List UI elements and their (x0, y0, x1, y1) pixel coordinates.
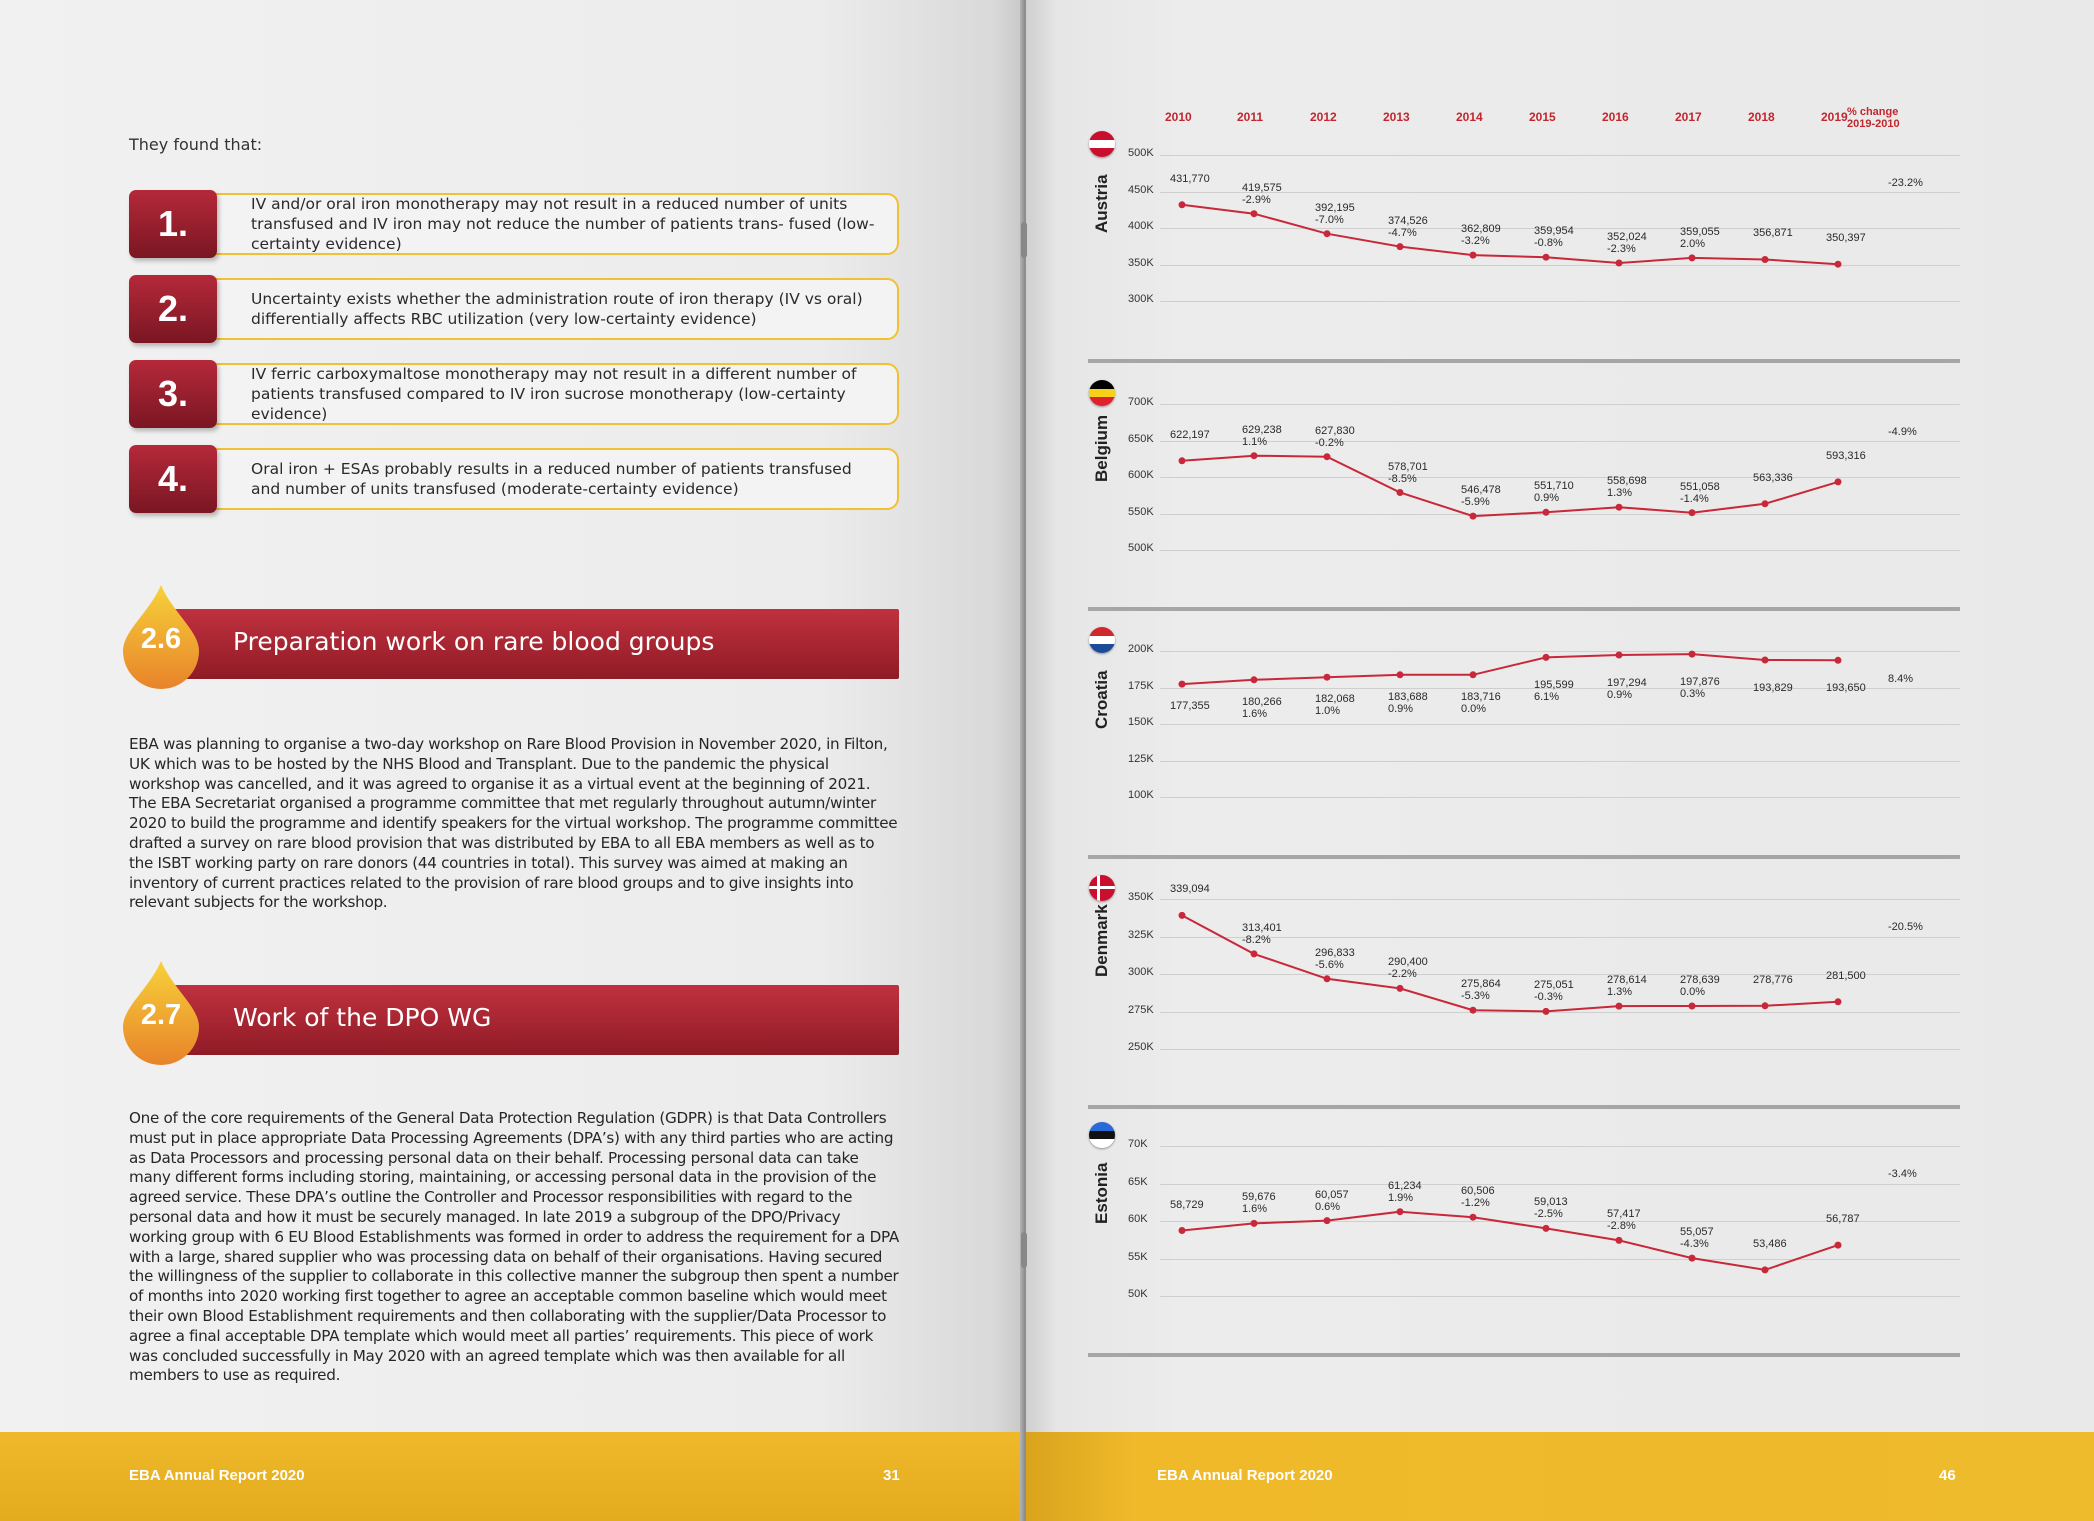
value-label (1388, 691, 1428, 715)
value-label (1242, 922, 1282, 946)
year-header: 2017 (1675, 110, 1702, 124)
y-tick-label: 325K (1128, 929, 1154, 941)
change-number: 0.0% (1680, 986, 1706, 998)
value-number: 275,864 (1461, 978, 1501, 990)
value-number: 578,701 (1388, 461, 1428, 473)
pct-change-header-line: % change (1847, 106, 1899, 118)
value-label (1242, 1191, 1276, 1215)
change-number: -0.3% (1534, 991, 1563, 1003)
value-label (1753, 1238, 1787, 1250)
value-number: 197,294 (1607, 677, 1647, 689)
change-number: -4.7% (1388, 227, 1417, 239)
value-label (1388, 1180, 1422, 1204)
value-label (1753, 682, 1793, 694)
croatia-flag-icon (1089, 627, 1115, 653)
change-number: -8.5% (1388, 473, 1417, 485)
change-number: -1.4% (1680, 493, 1709, 505)
value-number: 593,316 (1826, 450, 1866, 462)
value-label (1461, 484, 1501, 508)
change-number: -7.0% (1315, 214, 1344, 226)
value-number: 275,051 (1534, 979, 1574, 991)
y-tick-label: 50K (1128, 1288, 1148, 1300)
value-number: 278,639 (1680, 974, 1720, 986)
y-tick-label: 55K (1128, 1251, 1148, 1263)
value-label (1170, 1199, 1204, 1211)
value-label (1753, 472, 1793, 484)
y-tick-label: 450K (1128, 184, 1154, 196)
y-tick-label: 650K (1128, 433, 1154, 445)
panel-separator (1088, 359, 1960, 363)
gridline (1160, 761, 1960, 762)
value-label (1680, 226, 1720, 250)
change-number: -5.6% (1315, 959, 1344, 971)
value-number: 278,614 (1607, 974, 1647, 986)
change-number: -3.2% (1461, 235, 1490, 247)
staple (1021, 222, 1027, 258)
year-header: 2016 (1602, 110, 1629, 124)
panel-separator (1088, 855, 1960, 859)
country-label: Denmark (1092, 904, 1111, 977)
value-number: 629,238 (1242, 424, 1282, 436)
change-number: -2.9% (1242, 194, 1271, 206)
value-label (1534, 225, 1574, 249)
finding-number: 2. (129, 275, 217, 343)
gridline (1160, 155, 1960, 156)
y-tick-label: 275K (1128, 1004, 1154, 1016)
section-number: 2.7 (140, 999, 182, 1031)
change-number: -0.8% (1534, 237, 1563, 249)
value-label (1388, 461, 1428, 485)
change-number: 0.3% (1680, 688, 1706, 700)
pct-change-value: -20.5% (1888, 921, 1923, 933)
value-number: 61,234 (1388, 1180, 1422, 1192)
value-label (1753, 974, 1793, 986)
value-label (1170, 429, 1210, 441)
y-tick-label: 175K (1128, 680, 1154, 692)
footer-title: EBA Annual Report 2020 (129, 1467, 305, 1484)
value-label (1242, 182, 1282, 206)
value-number: 195,599 (1534, 679, 1574, 691)
panel-separator (1088, 607, 1960, 611)
gridline (1160, 1259, 1960, 1260)
change-number: -2.3% (1607, 243, 1636, 255)
year-header: 2010 (1165, 110, 1192, 124)
value-label (1680, 676, 1720, 700)
pct-change-header (1847, 106, 1900, 130)
value-number: 563,336 (1753, 472, 1793, 484)
y-tick-label: 100K (1128, 789, 1154, 801)
country-label: Austria (1092, 174, 1111, 233)
value-number: 431,770 (1170, 173, 1210, 185)
change-number: -5.9% (1461, 496, 1490, 508)
country-label: Belgium (1092, 414, 1111, 482)
finding-item (129, 190, 899, 258)
value-number: 551,710 (1534, 480, 1574, 492)
footer-title: EBA Annual Report 2020 (1157, 1467, 1333, 1484)
finding-number: 4. (129, 445, 217, 513)
gridline (1160, 1146, 1960, 1147)
value-number: 362,809 (1461, 223, 1501, 235)
value-label (1826, 970, 1866, 982)
section-heading-bar (170, 609, 899, 679)
section-body: EBA was planning to organise a two-day workshop on Rare Blood Provision in November 2020, in Filton, UK which was to be hosted by the NHS Blood and Transplant. Due to the pandemic the physical workshop was cancelled, and it was agreed to organise it as a virtual event at the beginning of 2021. The EBA Secretariat organised a programme committee that met regularly throughout autumn/winter 2020 to build the programme and identify speakers for the virtual workshop. The programme committee drafted a survey on rare blood provision that was distributed by EBA to all EBA members as well as to the ISBT working party on rare donors (44 countries in total). This survey was aimed at making an inventory of current practices related to the provision of rare blood groups and to give insights into relevant subjects for the workshop. (129, 735, 898, 912)
value-number: 180,266 (1242, 696, 1282, 708)
value-number: 59,676 (1242, 1191, 1276, 1203)
value-number: 58,729 (1170, 1199, 1204, 1211)
value-number: 290,400 (1388, 956, 1428, 968)
value-label (1461, 691, 1501, 715)
value-number: 392,195 (1315, 202, 1355, 214)
year-header: 2013 (1383, 110, 1410, 124)
finding-text: IV and/or oral iron monotherapy may not result in a reduced number of units transfused and IV iron may not reduce the number of patients trans- fused (low-certainty evidence) (251, 195, 875, 253)
value-number: 419,575 (1242, 182, 1282, 194)
change-number: 0.0% (1461, 703, 1487, 715)
value-number: 359,055 (1680, 226, 1720, 238)
austria-flag-icon (1089, 131, 1115, 157)
value-label (1170, 700, 1210, 712)
year-header: 2012 (1310, 110, 1337, 124)
value-label (1680, 974, 1720, 998)
change-number: 1.3% (1607, 986, 1633, 998)
value-number: 281,500 (1826, 970, 1866, 982)
estonia-flag-icon (1089, 1122, 1115, 1148)
value-label (1826, 1213, 1860, 1225)
value-label (1680, 481, 1720, 505)
panel-separator (1088, 1353, 1960, 1357)
value-number: 278,776 (1753, 974, 1793, 986)
change-number: 1.3% (1607, 487, 1633, 499)
value-number: 627,830 (1315, 425, 1355, 437)
gridline (1160, 1184, 1960, 1185)
change-number: 0.9% (1534, 492, 1560, 504)
gridline (1160, 1296, 1960, 1297)
y-tick-label: 550K (1128, 506, 1154, 518)
value-number: 622,197 (1170, 429, 1210, 441)
value-label (1826, 232, 1866, 244)
value-label (1388, 956, 1428, 980)
value-label (1315, 425, 1355, 449)
value-number: 183,716 (1461, 691, 1501, 703)
drop-badge-icon (121, 959, 201, 1065)
value-number: 339,094 (1170, 883, 1210, 895)
y-tick-label: 70K (1128, 1138, 1148, 1150)
section-heading-bar (170, 985, 899, 1055)
y-tick-label: 350K (1128, 891, 1154, 903)
value-label (1461, 1185, 1495, 1209)
value-number: 296,833 (1315, 947, 1355, 959)
value-label (1461, 223, 1501, 247)
y-tick-label: 150K (1128, 716, 1154, 728)
y-tick-label: 600K (1128, 469, 1154, 481)
finding-text: Oral iron + ESAs probably results in a reduced number of patients transfused and number of units transfused (moderate-certainty evidence) (251, 460, 852, 498)
value-label (1461, 978, 1501, 1002)
y-tick-label: 250K (1128, 1041, 1154, 1053)
pct-change-value: -4.9% (1888, 426, 1917, 438)
y-tick-label: 300K (1128, 293, 1154, 305)
change-number: 1.6% (1242, 708, 1268, 720)
value-number: 183,688 (1388, 691, 1428, 703)
y-tick-label: 300K (1128, 966, 1154, 978)
section-title: Work of the DPO WG (233, 1003, 492, 1032)
finding-text: Uncertainty exists whether the administration route of iron therapy (IV vs oral) differentially affects RBC utilization (very low-certainty evidence) (251, 290, 863, 328)
left-page (0, 0, 1024, 1521)
value-label (1753, 227, 1793, 239)
finding-number: 1. (129, 190, 217, 258)
pct-change-value: 8.4% (1888, 673, 1914, 685)
value-label (1315, 202, 1355, 226)
change-number: 1.9% (1388, 1192, 1414, 1204)
pct-change-value: -3.4% (1888, 1168, 1917, 1180)
value-label (1680, 1226, 1714, 1250)
finding-item (129, 360, 899, 428)
value-label (1315, 693, 1355, 717)
change-number: 1.6% (1242, 1203, 1268, 1215)
change-number: -8.2% (1242, 934, 1271, 946)
change-number: 6.1% (1534, 691, 1560, 703)
year-header: 2011 (1237, 110, 1264, 124)
section-title: Preparation work on rare blood groups (233, 627, 715, 656)
value-number: 55,057 (1680, 1226, 1714, 1238)
finding-item (129, 445, 899, 513)
change-number: 0.6% (1315, 1201, 1341, 1213)
value-label (1607, 1208, 1641, 1232)
value-number: 197,876 (1680, 676, 1720, 688)
change-number: 0.9% (1388, 703, 1414, 715)
pct-change-header-line: 2019-2010 (1847, 118, 1900, 130)
year-header: 2019 (1821, 110, 1848, 124)
staple (1021, 1232, 1027, 1268)
value-number: 57,417 (1607, 1208, 1641, 1220)
change-number: -2.8% (1607, 1220, 1636, 1232)
value-label (1242, 424, 1282, 448)
section-body: One of the core requirements of the General Data Protection Regulation (GDPR) is that Data Controllers must put in place appropriate Data Processing Agreements (DPA’s) with any third parties who are acting as Data Processors and processing personal data on their behalf. Processing personal data can take many different forms including storing, maintaining, or accessing personal data in the provision of the agreed service. These DPA’s outline the Controller and Processor responsibilities with regard to the personal data and how it must be securely managed. In late 2019 a subgroup of the DPO/Privacy working group with 6 EU Blood Establishments was formed in order to address the requirement for a DPA with a large, shared supplier who was processing data on behalf of their organisations. Having secured the willingness of the supplier to collaborate in this collective manner the subgroup then spent a number of months into 2020 working first together to agree an acceptable common baseline which would meet their own Blood Establishment requirements and then collaborating with the supplier/Data Processor to agree a final acceptable DPA template which would meet all parties’ requirements. This piece of work was concluded successfully in May 2020 with an agreed template which was then available for all members to use as required. (129, 1109, 899, 1385)
footer-band (1026, 1432, 2094, 1521)
change-number: 1.1% (1242, 436, 1268, 448)
value-label (1315, 947, 1355, 971)
value-label (1607, 475, 1647, 499)
gridline (1160, 550, 1960, 551)
value-label (1534, 1196, 1568, 1220)
value-label (1242, 696, 1282, 720)
change-number: -5.3% (1461, 990, 1490, 1002)
value-label (1315, 1189, 1349, 1213)
year-header: 2018 (1748, 110, 1775, 124)
gridline (1160, 724, 1960, 725)
gridline (1160, 301, 1960, 302)
value-number: 313,401 (1242, 922, 1282, 934)
value-label (1534, 679, 1574, 703)
page-number: 31 (883, 1467, 900, 1484)
footer-band (0, 1432, 1024, 1521)
gridline (1160, 797, 1960, 798)
gridline (1160, 477, 1960, 478)
country-label: Croatia (1092, 670, 1111, 729)
drop-badge-icon (121, 583, 201, 689)
value-label (1826, 682, 1866, 694)
finding-number: 3. (129, 360, 217, 428)
denmark-flag-icon (1089, 875, 1115, 901)
gridline (1160, 1012, 1960, 1013)
value-number: 350,397 (1826, 232, 1866, 244)
value-number: 59,013 (1534, 1196, 1568, 1208)
belgium-flag-icon (1089, 380, 1115, 406)
gridline (1160, 1049, 1960, 1050)
change-number: -4.3% (1680, 1238, 1709, 1250)
value-number: 551,058 (1680, 481, 1720, 493)
change-number: 0.9% (1607, 689, 1633, 701)
value-number: 558,698 (1607, 475, 1647, 487)
change-number: 1.0% (1315, 705, 1341, 717)
y-tick-label: 350K (1128, 257, 1154, 269)
value-label (1534, 480, 1574, 504)
value-number: 182,068 (1315, 693, 1355, 705)
change-number: -2.5% (1534, 1208, 1563, 1220)
change-number: -1.2% (1461, 1197, 1490, 1209)
y-tick-label: 125K (1128, 753, 1154, 765)
value-label (1170, 883, 1210, 895)
value-number: 352,024 (1607, 231, 1647, 243)
y-tick-label: 500K (1128, 542, 1154, 554)
value-label (1607, 677, 1647, 701)
finding-text: IV ferric carboxymaltose monotherapy may not result in a different number of patients transfused compared to IV iron sucrose monotherapy (low-certainty evidence) (251, 365, 857, 423)
value-number: 60,506 (1461, 1185, 1495, 1197)
y-tick-label: 700K (1128, 396, 1154, 408)
gridline (1160, 514, 1960, 515)
value-label (1826, 450, 1866, 462)
country-label: Estonia (1092, 1162, 1111, 1224)
value-number: 193,650 (1826, 682, 1866, 694)
pct-change-value: -23.2% (1888, 177, 1923, 189)
gridline (1160, 404, 1960, 405)
value-number: 53,486 (1753, 1238, 1787, 1250)
value-number: 177,355 (1170, 700, 1210, 712)
gridline (1160, 651, 1960, 652)
value-label (1607, 231, 1647, 255)
value-label (1607, 974, 1647, 998)
y-tick-label: 200K (1128, 643, 1154, 655)
change-number: -0.2% (1315, 437, 1344, 449)
value-label (1170, 173, 1210, 185)
panel-separator (1088, 1105, 1960, 1109)
value-number: 356,871 (1753, 227, 1793, 239)
gridline (1160, 899, 1960, 900)
value-number: 359,954 (1534, 225, 1574, 237)
year-header: 2015 (1529, 110, 1556, 124)
value-label (1534, 979, 1574, 1003)
year-header: 2014 (1456, 110, 1483, 124)
change-number: -2.2% (1388, 968, 1417, 980)
gridline (1160, 265, 1960, 266)
y-tick-label: 400K (1128, 220, 1154, 232)
y-tick-label: 500K (1128, 147, 1154, 159)
section-number: 2.6 (140, 623, 182, 655)
value-label (1388, 215, 1428, 239)
value-number: 56,787 (1826, 1213, 1860, 1225)
y-tick-label: 65K (1128, 1176, 1148, 1188)
intro-text: They found that: (129, 135, 263, 154)
y-tick-label: 60K (1128, 1213, 1148, 1225)
finding-item (129, 275, 899, 343)
value-number: 546,478 (1461, 484, 1501, 496)
value-number: 374,526 (1388, 215, 1428, 227)
page-number: 46 (1939, 1467, 1956, 1484)
value-number: 193,829 (1753, 682, 1793, 694)
value-number: 60,057 (1315, 1189, 1349, 1201)
change-number: 2.0% (1680, 238, 1706, 250)
